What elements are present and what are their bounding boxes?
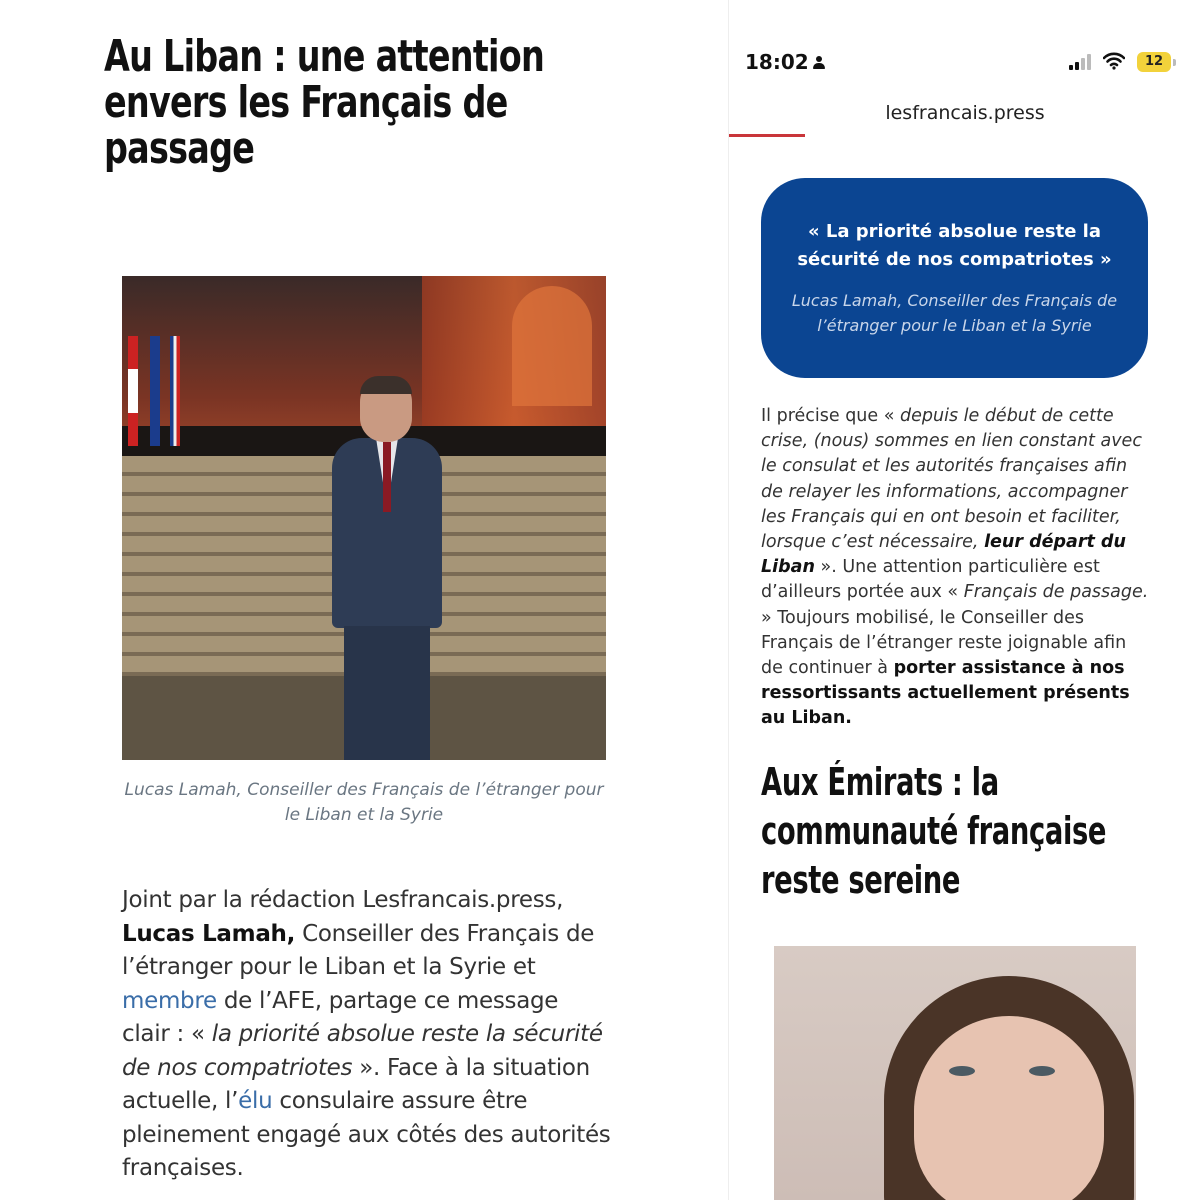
pull-quote-box	[761, 178, 1148, 378]
portrait-photo	[774, 946, 1136, 1200]
body-quote: la priorité absolue reste la sécurité de nos compatriotes	[122, 1021, 603, 1081]
reading-progress-bar	[729, 134, 1200, 137]
membre-link[interactable]: membre	[122, 987, 217, 1014]
body-bold-italic: leur départ du Liban	[761, 532, 1126, 578]
battery-nub	[1173, 59, 1176, 66]
body-italic: depuis le début de cette crise, (nous) sommes en lien constant avec le consulat et les autorités françaises afin de relayer les informations, accompagner les Français qui en ont besoin et faciliter, lorsque c’est nécessaire,	[761, 406, 1142, 553]
status-bar	[729, 38, 1200, 88]
right-mobile-pane	[728, 0, 1200, 1200]
battery-level: 12	[1144, 54, 1164, 69]
photo-person	[332, 376, 442, 760]
body-bold-name: Lucas Lamah,	[122, 920, 296, 947]
battery-icon	[1137, 52, 1171, 72]
pull-quote-text: « La priorité absolue reste la sécurité de nos compatriotes »	[797, 221, 1112, 270]
pull-quote-author: Lucas Lamah, Conseiller des Français de l’étranger pour le Liban et la Syrie	[791, 291, 1118, 335]
mobile-paragraph	[761, 404, 1153, 732]
body-text: consulaire assure être pleinement engagé aux côtés des autorités françaises.	[122, 1088, 611, 1181]
body-text: de l’AFE, partage ce message clair : «	[122, 987, 559, 1047]
eu-flag-icon	[150, 336, 160, 446]
body-text: ». Face à la situation actuelle, l’	[122, 1054, 590, 1114]
article-paragraph	[122, 884, 612, 1186]
status-time: 18:02	[745, 50, 809, 74]
article-photo	[122, 276, 606, 760]
address-bar-url[interactable]: lesfrancais.press	[885, 102, 1045, 124]
body-italic: Français de passage.	[963, 582, 1149, 603]
elu-link[interactable]: élu	[238, 1088, 273, 1114]
article-title: Au Liban : une attention envers les Français de passage	[104, 31, 545, 174]
photo-arch	[512, 286, 592, 406]
photo-caption: Lucas Lamah, Conseiller des Français de l’étranger pour le Liban et la Syrie	[124, 780, 604, 825]
wifi-icon	[1103, 52, 1125, 70]
person-icon	[813, 56, 825, 70]
body-bold: porter assistance à nos ressortissants actuellement présents au Liban.	[761, 658, 1130, 729]
body-text: Il précise que «	[761, 406, 901, 426]
section-heading: Aux Émirats : la communauté française reste sereine	[761, 760, 1107, 902]
body-text: Conseiller des Français de l’étranger pour le Liban et la Syrie et	[122, 920, 595, 980]
body-text: ». Une attention particulière est d’ailleurs portée aux «	[761, 557, 1100, 603]
reading-progress-fill	[729, 134, 805, 137]
body-text: Joint par la rédaction Lesfrancais.press,	[122, 887, 564, 913]
lebanon-flag-icon	[128, 336, 138, 446]
body-text: » Toujours mobilisé, le Conseiller des Français de l’étranger reste joignable afin de continuer à	[761, 607, 1127, 679]
france-flag-icon	[170, 336, 180, 446]
signal-icon	[1069, 54, 1093, 70]
